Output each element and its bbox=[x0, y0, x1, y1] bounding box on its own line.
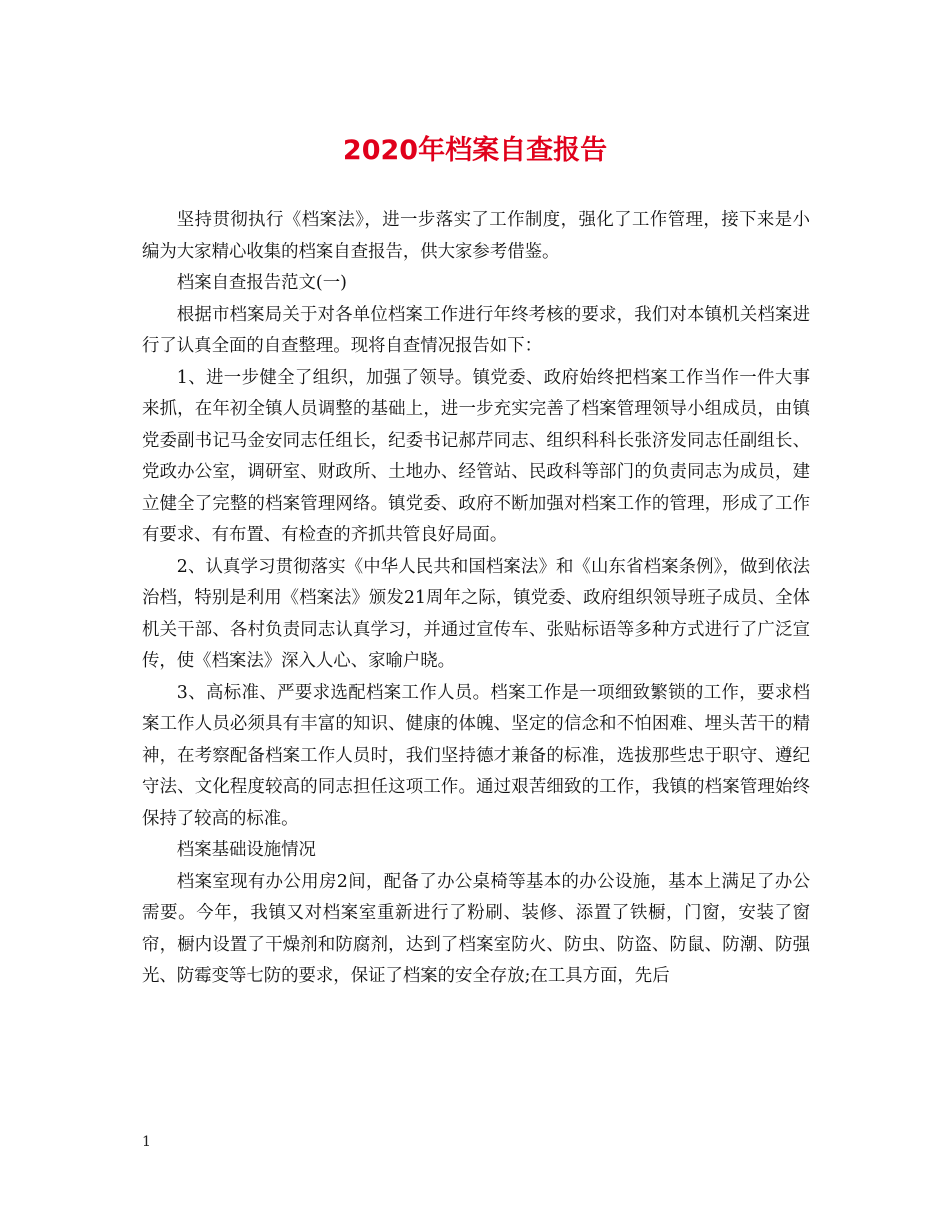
paragraph-opening: 根据市档案局关于对各单位档案工作进行年终考核的要求，我们对本镇机关档案进行了认真全面的自查整理。现将自查情况报告如下： bbox=[142, 304, 810, 356]
paragraph-item-2: 2、认真学习贯彻落实《中华人民共和国档案法》和《山东省档案条例》，做到依法治档，特别是利用《档案法》颁发21周年之际，镇党委、政府组织领导班子成员、全体机关干部、各村负责同志认真学习，并通过宣传车、张贴标语等多种方式进行了广泛宣传，使《档案法》深入人心、家喻户晓。 bbox=[142, 556, 810, 671]
paragraph-subheading-facilities: 档案基础设施情况 bbox=[176, 840, 316, 860]
page-title: 2020年档案自查报告 bbox=[342, 135, 608, 166]
paragraph-subheading-sample: 档案自查报告范文(一) bbox=[176, 273, 347, 293]
paragraph-item-3: 3、高标准、严要求选配档案工作人员。档案工作是一项细致繁锁的工作，要求档案工作人员必须具有丰富的知识、健康的体魄、坚定的信念和不怕困难、埋头苦干的精神，在考察配备档案工作人员时，我们坚持德才兼备的标准，选拔那些忠于职守、遵纪守法、文化程度较高的同志担任这项工作。通过艰苦细致的工作，我镇的档案管理始终保持了较高的标准。 bbox=[142, 682, 810, 829]
page-number: 1 bbox=[142, 1134, 151, 1150]
paragraph-facilities: 档案室现有办公用房2间，配备了办公桌椅等基本的办公设施，基本上满足了办公需要。今年，我镇又对档案室重新进行了粉刷、装修、添置了铁橱，门窗，安装了窗帘，橱内设置了干燥剂和防腐剂，达到了档案室防火、防虫、防盗、防鼠、防潮、防强光、防霉变等七防的要求，保证了档案的安全存放;在工具方面，先后 bbox=[142, 871, 810, 986]
document-body bbox=[142, 205, 810, 993]
paragraph-item-1: 1、进一步健全了组织，加强了领导。镇党委、政府始终把档案工作当作一件大事来抓，在年初全镇人员调整的基础上，进一步充实完善了档案管理领导小组成员，由镇党委副书记马金安同志任组长，纪委书记郝芹同志、组织科科长张济发同志任副组长、党政办公室，调研室、财政所、土地办、经管站、民政科等部门的负责同志为成员，建立健全了完整的档案管理网络。镇党委、政府不断加强对档案工作的管理，形成了工作有要求、有布置、有检查的齐抓共管良好局面。 bbox=[142, 367, 810, 545]
paragraph-intro: 坚持贯彻执行《档案法》，进一步落实了工作制度，强化了工作管理，接下来是小编为大家精心收集的档案自查报告，供大家参考借鉴。 bbox=[142, 210, 810, 262]
